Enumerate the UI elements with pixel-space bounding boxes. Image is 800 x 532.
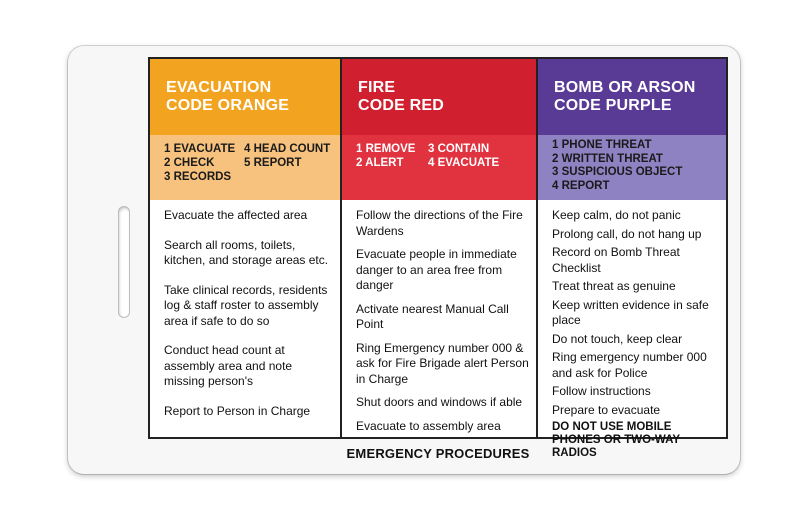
instruction-item: Shut doors and windows if able	[356, 395, 523, 409]
instruction-item: Activate nearest Manual Call Point	[356, 301, 509, 331]
instruction-item: Keep calm, do not panic	[552, 208, 681, 222]
lanyard-slot	[118, 206, 130, 318]
instruction-item: Evacuate the affected area	[164, 208, 308, 222]
bomb-arson-header	[538, 59, 726, 135]
card-footer-title: EMERGENCY PROCEDURES	[346, 446, 530, 461]
instruction-item: Follow the directions of the Fire Wardens	[356, 208, 523, 238]
step-item: 4 REPORT	[552, 179, 610, 192]
fire-title: FIRE	[358, 79, 396, 96]
fire-instructions	[342, 200, 536, 434]
warning-item: DO NOT USE MOBILE PHONES OR TWO-WAY RADIOS	[552, 421, 680, 459]
instruction-item: Prolong call, do not hang up	[552, 226, 702, 241]
instruction-item: Do not touch, keep clear	[552, 331, 683, 346]
evacuation-instructions	[150, 200, 340, 419]
evacuation-title: EVACUATION	[166, 79, 272, 96]
fire-steps	[342, 135, 536, 200]
step-item: 4 EVACUATE	[428, 157, 500, 169]
step-item: 2 ALERT	[356, 157, 404, 169]
step-item: 1 PHONE THREAT	[552, 139, 652, 151]
fire-code: CODE RED	[358, 97, 445, 114]
instruction-item: Report to Person in Charge	[164, 403, 311, 418]
instruction-item: Ring emergency number 000 and ask for Police	[552, 350, 707, 380]
bomb-arson-title: BOMB OR ARSON	[554, 79, 696, 96]
step-item: 5 REPORT	[244, 157, 302, 169]
instruction-item: Search all rooms, toilets, kitchen, and storage areas etc.	[164, 237, 329, 267]
instruction-item: Treat threat as genuine	[552, 279, 676, 293]
instruction-item: Keep written evidence in safe place	[552, 297, 709, 327]
fire-header	[342, 59, 536, 135]
column-bomb-arson	[536, 59, 726, 459]
bomb-arson-code: CODE PURPLE	[554, 97, 672, 114]
column-evacuation	[150, 59, 340, 437]
step-item: 3 CONTAIN	[428, 143, 490, 155]
instruction-item: Ring Emergency number 000 & ask for Fire Brigade alert Person in Charge	[356, 340, 529, 386]
evacuation-steps	[150, 135, 340, 200]
step-item: 1 EVACUATE	[164, 143, 236, 155]
instruction-item: Prepare to evacuate	[552, 402, 661, 417]
instruction-item: Conduct head count at assembly area and note missing person's	[164, 343, 293, 388]
instruction-item: Evacuate to assembly area	[356, 418, 501, 433]
evacuation-code: CODE ORANGE	[166, 97, 290, 114]
column-fire	[340, 59, 536, 437]
step-item: 4 HEAD COUNT	[244, 143, 331, 155]
instruction-item: Evacuate people in immediate danger to an area free from danger	[356, 247, 517, 292]
step-item: 3 RECORDS	[164, 171, 232, 183]
step-item: 1 REMOVE	[356, 143, 416, 155]
step-item: 2 CHECK	[164, 157, 215, 169]
bomb-arson-instructions	[538, 200, 726, 460]
step-item: 2 WRITTEN THREAT	[552, 152, 663, 165]
step-item: 3 SUSPICIOUS OBJECT	[552, 166, 683, 178]
bomb-arson-steps	[538, 135, 726, 200]
evacuation-header	[150, 59, 340, 135]
instruction-item: Follow instructions	[552, 384, 651, 398]
instruction-item: Take clinical records, residents log & staff roster to assembly area if safe to do so	[164, 282, 328, 328]
instruction-item: Record on Bomb Threat Checklist	[552, 245, 680, 275]
